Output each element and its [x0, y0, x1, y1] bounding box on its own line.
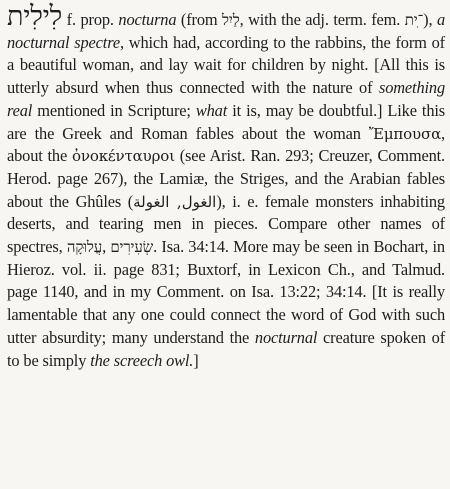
entry-text: , — [102, 237, 111, 257]
emphasis: what — [195, 100, 228, 120]
lexicon-entry — [7, 1, 446, 372]
emphasis: something real — [7, 78, 445, 120]
entry-text: . Isa. 34:14. More may be seen in Bochart, in Hieroz. vol. ii. page 831; Buxtorf, in Lexicon Ch., and Talmud. page 1140, and in my Comment. on Isa. 13:22; 34:14. [It is really lamentable that any one could connect the word of God with such utter absurdity; many understand the — [7, 237, 445, 347]
entry-text: ] — [193, 350, 199, 370]
definition: a nocturnal spectre — [7, 10, 445, 52]
entry-text: mentioned in Scripture; — [32, 100, 196, 120]
emphasis: the screech owl. — [90, 350, 194, 370]
headword-hebrew: לִילִית — [7, 1, 63, 32]
entry-text: , about the — [7, 123, 445, 166]
entry-text: f. prop. — [62, 10, 119, 29]
hebrew-root: לַיִל — [222, 11, 240, 29]
entry-text: (from — [176, 10, 223, 29]
greek-word: Ἔμπουσα — [368, 124, 442, 143]
greek-word: ὀνοκένταυροι — [71, 147, 175, 166]
entry-text: , which had, according to the rabbins, the form of a beautiful woman, and lay wait for children by night. [All this is utterly absurd when thus connected with the nature of — [7, 32, 445, 98]
latin-gloss: nocturna — [118, 10, 177, 29]
entry-text: it is, may be doubtful.] Like this are the Greek and Roman fables about the woman — [7, 100, 445, 143]
emphasis: nocturnal — [254, 327, 318, 347]
arabic-word: الغول, الغولة — [133, 192, 217, 211]
hebrew-suffix: ־ִית — [404, 11, 424, 29]
hebrew-word: שְׂעִירִים — [110, 238, 154, 257]
entry-text: , with the adj. term. fem. — [239, 10, 405, 29]
entry-text: (see Arist. Ran. 293; Creuzer, Comment. Herod. page 267), the Lamiæ, the Striges, and the Arabian fables about the Ghûles ( — [7, 146, 445, 211]
entry-text: ), i. e. female monsters inhabiting deserts, and tearing men in pieces. Compare other names of spectres, — [7, 191, 445, 257]
entry-text: ), — [423, 10, 437, 29]
entry-text: creature spoken of to be simply — [7, 327, 446, 370]
hebrew-word: עֲלוּקָה — [66, 238, 103, 257]
